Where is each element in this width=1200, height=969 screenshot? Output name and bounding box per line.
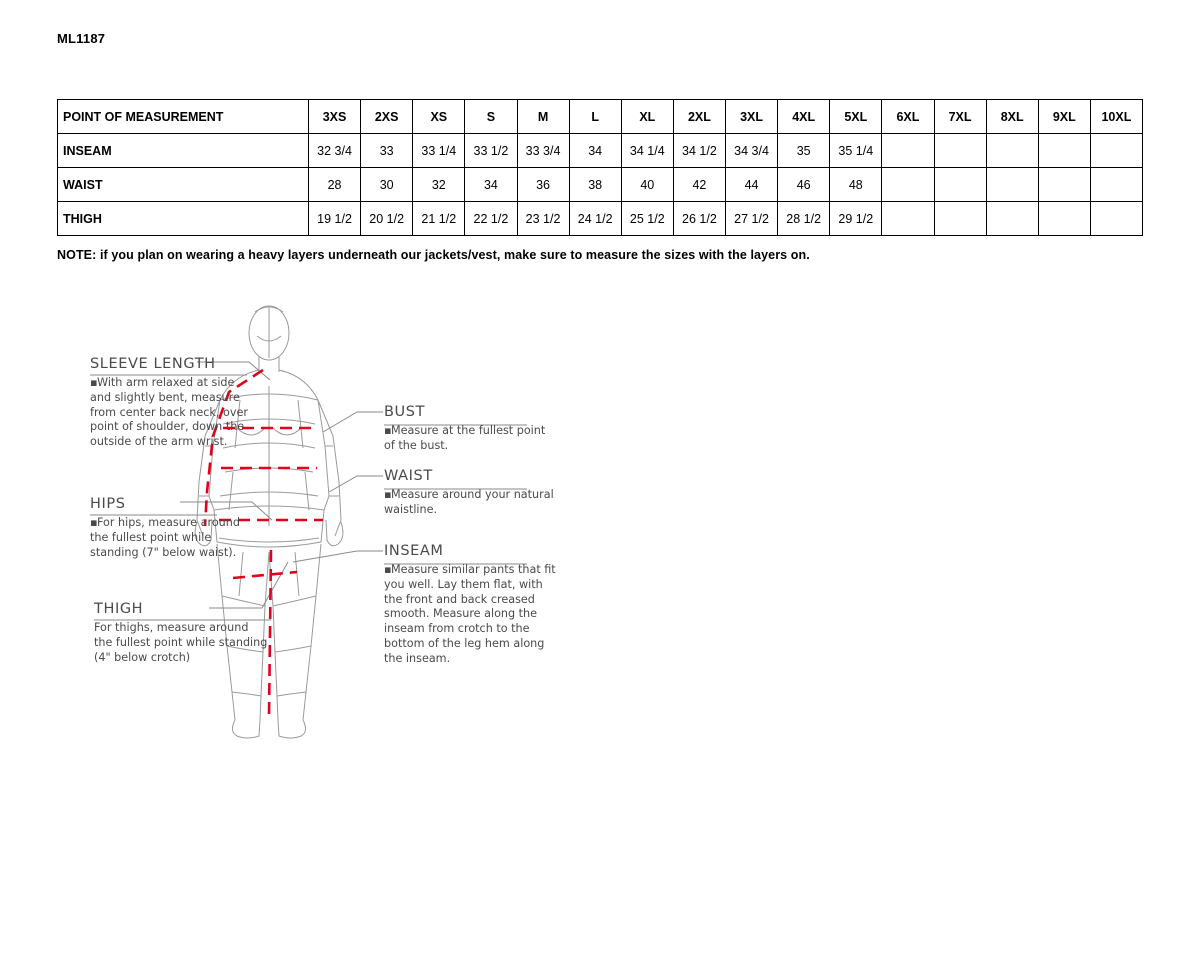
table-cell: 25 1/2 xyxy=(621,202,673,236)
column-header-size: 7XL xyxy=(934,100,986,134)
column-header-size: 3XS xyxy=(309,100,361,134)
table-cell: 36 xyxy=(517,168,569,202)
callout-title: WAIST xyxy=(384,468,433,484)
table-cell xyxy=(934,134,986,168)
table-cell xyxy=(1038,202,1090,236)
table-cell: 32 xyxy=(413,168,465,202)
callout-body-text: Measure similar pants that fit you well. Lay them flat, with the front and back creased smooth. Measure along the inseam from crotch to the bottom of the leg hem along the inseam. xyxy=(384,563,556,665)
callout-body-text: For thighs, measure around the fullest point while standing (4" below crotch) xyxy=(94,621,268,664)
table-cell: 35 1/4 xyxy=(830,134,882,168)
column-header-size: S xyxy=(465,100,517,134)
table-cell: 44 xyxy=(726,168,778,202)
callout-bust xyxy=(384,404,554,454)
table-cell xyxy=(882,202,934,236)
table-cell: 38 xyxy=(569,168,621,202)
table-cell: 22 1/2 xyxy=(465,202,517,236)
bullet-icon: ▪ xyxy=(384,424,392,437)
callout-title: THIGH xyxy=(94,601,144,617)
table-cell xyxy=(1090,168,1142,202)
row-label: WAIST xyxy=(58,168,309,202)
table-cell: 28 xyxy=(309,168,361,202)
callout-body-text: Measure at the fullest point of the bust. xyxy=(384,424,546,452)
table-cell xyxy=(986,134,1038,168)
table-cell: 34 xyxy=(569,134,621,168)
table-cell: 27 1/2 xyxy=(726,202,778,236)
table-cell: 40 xyxy=(621,168,673,202)
table-cell: 33 3/4 xyxy=(517,134,569,168)
table-cell xyxy=(1090,134,1142,168)
table-header-row xyxy=(58,100,1143,134)
table-row xyxy=(58,202,1143,236)
table-cell xyxy=(934,202,986,236)
column-header-size: 6XL xyxy=(882,100,934,134)
callout-body xyxy=(384,424,554,454)
column-header-size: 5XL xyxy=(830,100,882,134)
measurement-diagram xyxy=(57,296,577,746)
table-cell xyxy=(882,134,934,168)
table-cell: 34 1/4 xyxy=(621,134,673,168)
table-cell: 33 1/2 xyxy=(465,134,517,168)
callout-body xyxy=(90,376,250,450)
table-cell: 23 1/2 xyxy=(517,202,569,236)
table-cell: 29 1/2 xyxy=(830,202,882,236)
row-label: INSEAM xyxy=(58,134,309,168)
bullet-icon: ▪ xyxy=(90,376,98,389)
table-cell xyxy=(986,202,1038,236)
table-row xyxy=(58,134,1143,168)
bullet-icon: ▪ xyxy=(384,563,392,576)
bullet-icon: ▪ xyxy=(90,516,98,529)
table-cell xyxy=(1038,168,1090,202)
table-cell: 34 xyxy=(465,168,517,202)
callout-body-text: For hips, measure around the fullest point while standing (7" below waist). xyxy=(90,516,240,559)
callout-body xyxy=(94,621,269,665)
table-cell: 35 xyxy=(778,134,830,168)
table-cell xyxy=(882,168,934,202)
table-cell: 24 1/2 xyxy=(569,202,621,236)
callout-title: BUST xyxy=(384,404,426,420)
column-header-size: XL xyxy=(621,100,673,134)
table-cell xyxy=(1090,202,1142,236)
bullet-icon: ▪ xyxy=(384,488,392,501)
callout-sleeve-length xyxy=(90,356,250,450)
row-label: THIGH xyxy=(58,202,309,236)
table-cell xyxy=(1038,134,1090,168)
table-cell: 33 xyxy=(361,134,413,168)
table-cell: 28 1/2 xyxy=(778,202,830,236)
callout-body xyxy=(90,516,250,560)
column-header-size: M xyxy=(517,100,569,134)
column-header-size: 3XL xyxy=(726,100,778,134)
table-cell: 46 xyxy=(778,168,830,202)
callout-waist xyxy=(384,468,554,518)
callout-body xyxy=(384,563,559,666)
callout-body-text: Measure around your natural waistline. xyxy=(384,488,554,516)
table-row xyxy=(58,168,1143,202)
size-chart-table xyxy=(57,99,1143,236)
table-cell: 34 3/4 xyxy=(726,134,778,168)
table-cell: 32 3/4 xyxy=(309,134,361,168)
callout-hips xyxy=(90,496,250,560)
document-code: ML1187 xyxy=(57,31,106,46)
callout-title: HIPS xyxy=(90,496,126,512)
column-header-size: 2XS xyxy=(361,100,413,134)
table-cell: 20 1/2 xyxy=(361,202,413,236)
table-cell: 34 1/2 xyxy=(673,134,725,168)
column-header-size: 2XL xyxy=(673,100,725,134)
note-text: NOTE: if you plan on wearing a heavy layers underneath our jackets/vest, make sure to measure the sizes with the layers on. xyxy=(57,248,810,262)
column-header-size: 10XL xyxy=(1090,100,1142,134)
callout-inseam xyxy=(384,543,559,666)
callout-title: INSEAM xyxy=(384,543,444,559)
column-header-size: 4XL xyxy=(778,100,830,134)
callout-body-text: With arm relaxed at side and slightly bent, measure from center back neck, over point of shoulder, down the outside of the arm wrist. xyxy=(90,376,248,449)
table-cell: 33 1/4 xyxy=(413,134,465,168)
column-header-size: L xyxy=(569,100,621,134)
column-header-size: XS xyxy=(413,100,465,134)
column-header-point-of-measurement: POINT OF MEASUREMENT xyxy=(58,100,309,134)
table-cell: 30 xyxy=(361,168,413,202)
table-cell: 26 1/2 xyxy=(673,202,725,236)
callout-body xyxy=(384,488,554,518)
callout-title: SLEEVE LENGTH xyxy=(90,356,216,372)
table-cell: 42 xyxy=(673,168,725,202)
table-cell: 19 1/2 xyxy=(309,202,361,236)
size-chart-table-wrapper xyxy=(57,99,1143,236)
table-cell: 48 xyxy=(830,168,882,202)
table-cell xyxy=(934,168,986,202)
column-header-size: 9XL xyxy=(1038,100,1090,134)
column-header-size: 8XL xyxy=(986,100,1038,134)
callout-thigh xyxy=(94,601,269,665)
table-cell xyxy=(986,168,1038,202)
table-cell: 21 1/2 xyxy=(413,202,465,236)
